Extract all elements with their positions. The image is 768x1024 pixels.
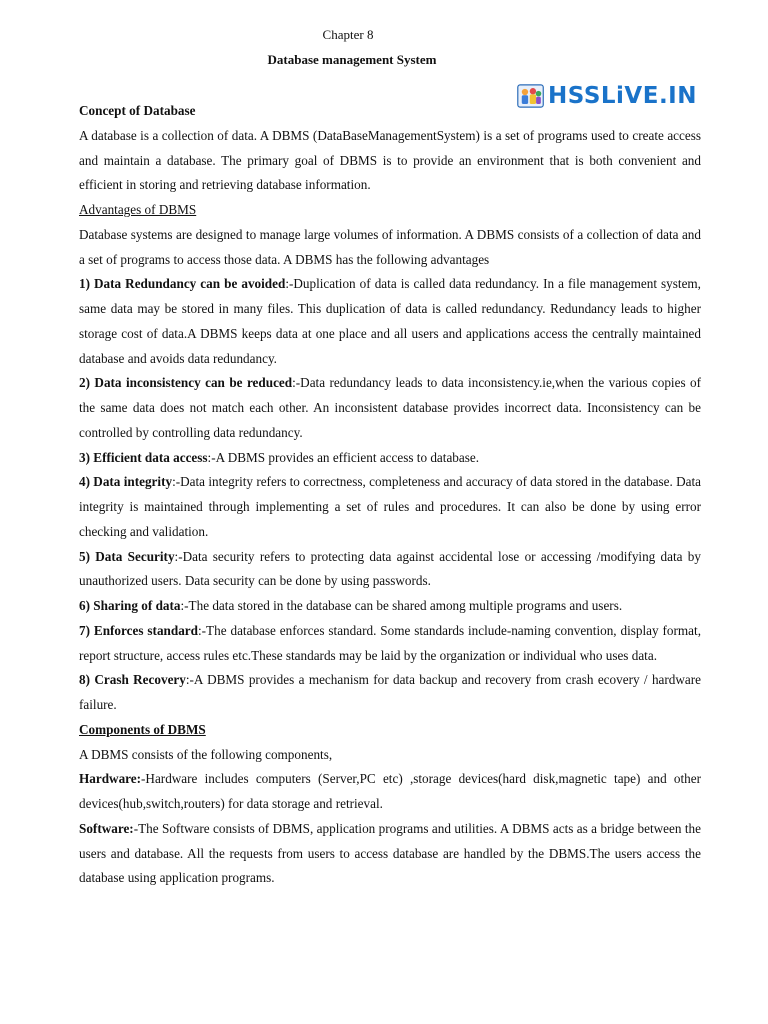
- component-item: [79, 817, 701, 891]
- advantage-text: :-Data security refers to protecting data against accidental lose or accessing /modifying data by unauthorized users. Data security can be done by using passwords.: [79, 548, 701, 589]
- component-item: [79, 767, 701, 817]
- advantage-item: [79, 619, 701, 669]
- logo-text: HSSLiVE.IN: [548, 83, 697, 109]
- advantage-text: :-A DBMS provides an efficient access to database.: [207, 449, 480, 465]
- advantage-title: 3) Efficient data access: [79, 449, 208, 465]
- component-text: -The Software consists of DBMS, application programs and utilities. A DBMS acts as a bridge between the users and database. All the requests from users to access database are handled by the DBMS.The users access the database using application programs.: [79, 820, 701, 886]
- advantage-item: [79, 446, 701, 471]
- advantage-text: :-Data integrity refers to correctness, completeness and accuracy of data stored in the database. Data integrity is maintained through implementing a set of rules and procedures. It can also be done by using error checking and validation.: [79, 474, 701, 539]
- advantage-item: [79, 272, 701, 371]
- chapter-label: Chapter 8: [322, 27, 374, 42]
- advantages-intro: Database systems are designed to manage large volumes of information. A DBMS consists of a collection of data and a set of programs to access those data. A DBMS has the following advantages: [79, 226, 701, 267]
- advantage-title: 8) Crash Recovery: [79, 672, 186, 688]
- concept-paragraph: A database is a collection of data. A DBMS (DataBaseManagementSystem) is a set of programs used to create access and maintain a database. The primary goal of DBMS is to provide an environment that is both convenient and efficient in storing and retrieving database information.: [79, 127, 701, 193]
- advantage-title: 1) Data Redundancy can be avoided: [79, 276, 286, 292]
- component-title: Hardware:: [79, 771, 142, 787]
- advantage-title: 5) Data Security: [79, 548, 175, 564]
- advantage-text: :-Duplication of data is called data redundancy. In a file management system, same data may be stored in many files. This duplication of data is called redundancy. Redundancy leads to higher storage cost of data.A DBMS keeps data at one place and all users and applications access the centrally maintained database and avoids data redundancy.: [79, 276, 701, 366]
- advantage-item: [79, 668, 701, 718]
- advantage-title: 6) Sharing of data: [79, 598, 181, 613]
- advantages-heading: Advantages of DBMS: [79, 202, 197, 217]
- components-intro: A DBMS consists of the following components,: [79, 746, 333, 762]
- advantage-item: [79, 371, 701, 445]
- document-body: [79, 99, 701, 891]
- advantage-item: [79, 594, 701, 619]
- advantage-text: :-The database enforces standard. Some standards include-naming convention, display format, report structure, access rules etc.These standards may be laid by the organization or individual who uses data.: [79, 622, 701, 663]
- advantage-title: 7) Enforces standard: [79, 622, 198, 638]
- advantage-item: [79, 545, 701, 595]
- chapter-title: Database management System: [267, 52, 437, 67]
- advantage-item: [79, 470, 701, 544]
- advantage-text: :-A DBMS provides a mechanism for data backup and recovery from crash ecovery / hardware failure.: [79, 672, 702, 712]
- component-title: Software:: [79, 820, 134, 836]
- advantage-text: :-The data stored in the database can be shared among multiple programs and users.: [180, 598, 623, 613]
- concept-heading: Concept of Database: [79, 103, 196, 118]
- components-heading: Components of DBMS: [79, 721, 206, 737]
- component-text: -Hardware includes computers (Server,PC etc) ,storage devices(hard disk,magnetic tape) and other devices(hub,switch,routers) for data storage and retrieval.: [79, 771, 701, 811]
- advantage-text: :-Data redundancy leads to data inconsistency.ie,when the various copies of the same data does not match each other. An inconsistent database provides incorrect data. Inconsistency can be controlled by controlling data redundancy.: [79, 375, 701, 440]
- advantage-title: 4) Data integrity: [79, 474, 173, 490]
- advantage-title: 2) Data inconsistency can be reduced: [79, 375, 293, 391]
